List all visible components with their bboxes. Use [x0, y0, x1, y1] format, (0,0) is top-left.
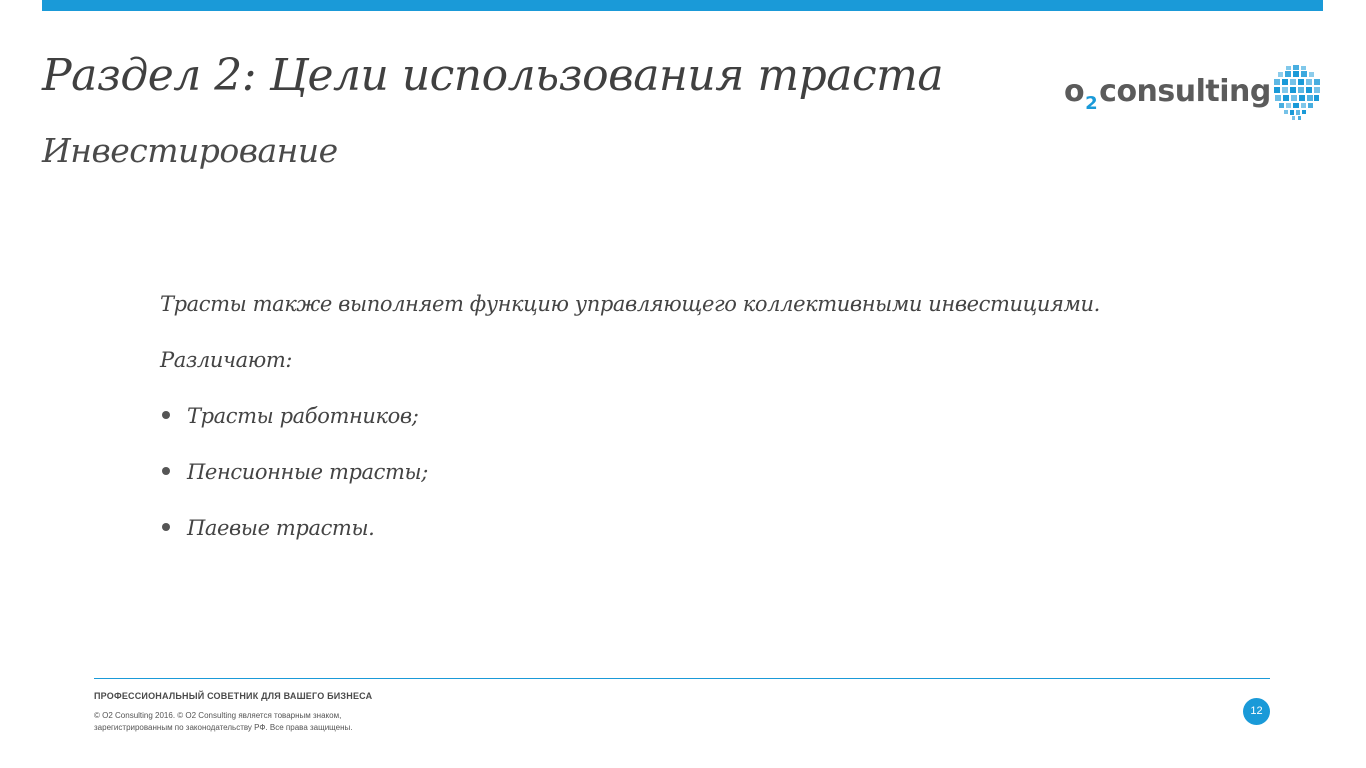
list-item [160, 458, 1260, 514]
globe-grid-icon [1272, 64, 1322, 122]
top-accent-bar [42, 0, 1323, 11]
list-item-text: Трасты работников; [187, 404, 419, 428]
slide-body [160, 290, 1260, 570]
bullet-icon [162, 411, 170, 419]
slide-subtitle: Инвестирование [42, 131, 338, 170]
bullet-icon [162, 523, 170, 531]
footer-tagline: ПРОФЕССИОНАЛЬНЫЙ СОВЕТНИК ДЛЯ ВАШЕГО БИЗНЕСА [94, 691, 373, 701]
list-item [160, 514, 1260, 570]
slide-title: Раздел 2: Цели использования траста [42, 50, 944, 101]
page-number-badge: 12 [1243, 698, 1270, 725]
footer-divider [94, 678, 1270, 679]
logo-wordmark [1064, 74, 1271, 114]
logo-subscript: 2 [1085, 93, 1098, 114]
list-item [160, 402, 1260, 458]
company-logo [1064, 64, 1322, 124]
logo-letter-o: o [1064, 74, 1085, 109]
list-item-text: Пенсионные трасты; [187, 460, 428, 484]
intro-paragraph: Трасты также выполняет функцию управляющего коллективными инвестициями. [160, 292, 1100, 316]
copyright-line-2: зарегистрированным по законодательству РФ. Все права защищены. [94, 723, 353, 732]
lead-paragraph: Различают: [160, 348, 293, 372]
copyright-line-1: © O2 Consulting 2016. © O2 Consulting является товарным знаком, [94, 711, 342, 720]
bullet-list [160, 402, 1260, 570]
bullet-icon [162, 467, 170, 475]
logo-word: consulting [1099, 74, 1271, 109]
list-item-text: Паевые трасты. [187, 516, 375, 540]
footer-copyright [94, 710, 353, 734]
